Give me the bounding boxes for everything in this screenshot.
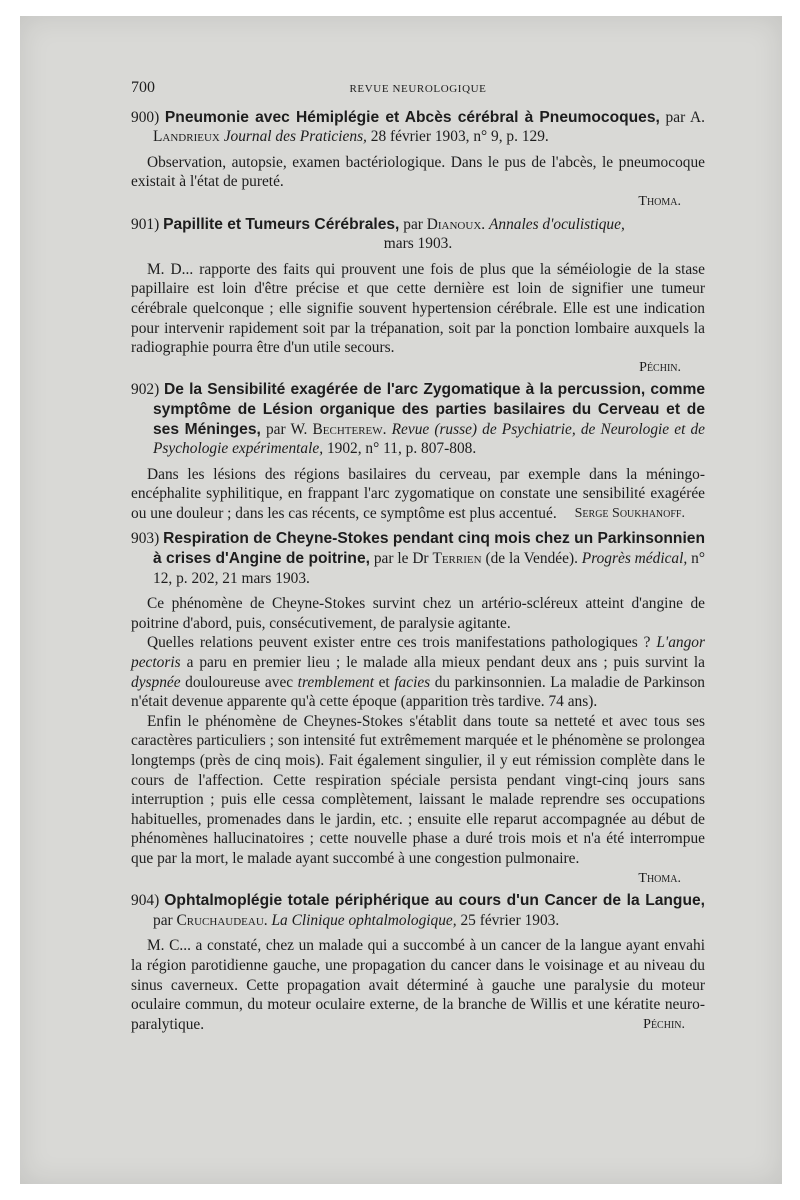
entry-heading: [131, 215, 705, 254]
entry-journal: Progrès médical,: [581, 550, 688, 568]
entry-reference: mars 1903.: [383, 235, 453, 253]
entry-by: par le Dr: [373, 550, 429, 568]
entry-body: [131, 633, 705, 711]
entry-title: Pneumonie avec Hémiplégie et Abcès cérébral à Pneumocoques,: [164, 108, 660, 126]
entry-heading: [131, 380, 705, 458]
body-text: du parkinsonnien. La maladie de Parkinson n'était devenue apparente qu'à cette époque (apparition très tardive. 74 ans).: [131, 673, 705, 711]
entry-reference: n° 12, p. 202, 21 mars 1903.: [153, 550, 705, 587]
entry-heading: [131, 891, 705, 930]
entry-reference: 25 février 1903.: [460, 911, 560, 929]
abstract-entry: [131, 215, 705, 378]
entry-body: Enfin le phénomène de Cheynes-Stokes s'établit dans toute sa netteté et avec tous ses caractères particuliers ; son intensité fut extrêmement marquée et le phénomène se prolongea longtemps (près de cinq mois). Fait également singulier, il y eut rémission complète dans le cours de l'affection. Cette respiration spéciale persista pendant vingt-cinq jours sans interruption ; puis elle cessa complètement, laissant le malade reprendre ses occupations habituelles, promenades dans le jardin, etc. ; ensuite elle reparut accompagnée au début de phénomènes hallucinatoires ; cette nouvelle phase a duré trois mois et n'a été interrompue que par la mort, le malade ayant succombé à une congestion pulmonaire.: [131, 712, 705, 867]
body-emphasis: L'angor pectoris: [131, 634, 705, 672]
entry-heading: [131, 108, 705, 147]
entry-signature: Péchin.: [639, 359, 681, 375]
body-text: a paru en premier lieu ; le malade alla mieux pendant deux ans ; puis survint la: [186, 654, 705, 672]
entry-title: Papillite et Tumeurs Cérébrales,: [163, 215, 400, 233]
page-content: [131, 78, 705, 1037]
entry-signature: Serge Soukhanoff.: [574, 505, 685, 521]
entry-body: M. D... rapporte des faits qui prouvent une fois de plus que la séméiologie de la stase papillaire est loin d'être précise et que cette dernière est loin de signifier une tumeur cérébrale quelconque ; elle signifie souvent hypertension cérébrale. Elle est une indication pour intervenir rapidement soit par la trépanation, soit par la ponction lombaire auxquels la radiographie pourra être d'un utile secours.: [131, 260, 705, 357]
abstract-entry: [131, 108, 705, 212]
abstract-entry: [131, 529, 705, 888]
body-text: douloureuse avec: [185, 673, 294, 691]
entry-number: 901): [131, 215, 160, 233]
entry-journal: Revue (russe) de Psychiatrie, de Neurologie et de Psychologie expérimentale,: [153, 420, 705, 458]
entry-author: Cruchaudeau.: [176, 911, 268, 929]
body-emphasis: tremblement: [297, 673, 375, 691]
entry-signature: Thoma.: [638, 193, 681, 209]
entry-by: par: [153, 911, 173, 929]
entry-location: (de la Vendée).: [485, 550, 578, 568]
body-emphasis: dyspnée: [131, 673, 181, 691]
entry-body: Observation, autopsie, examen bactériologique. Dans le pus de l'abcès, le pneumocoque existait à l'état de pureté.: [131, 153, 705, 191]
entry-heading: [131, 529, 705, 588]
entry-number: 900): [131, 108, 160, 126]
body-text: Quelles relations peuvent exister entre ces trois manifestations pathologiques ?: [147, 634, 651, 652]
body-text: et: [378, 673, 390, 691]
entry-body: Ce phénomène de Cheyne-Stokes survint chez un artério-scléreux atteint d'angine de poitrine d'abord, puis, consécutivement, de paralysie agitante.: [131, 595, 705, 632]
entry-title: Ophtalmoplégie totale périphérique au cours d'un Cancer de la Langue,: [164, 892, 705, 910]
entry-author: Dianoux.: [426, 215, 486, 233]
running-head: REVUE NEUROLOGIQUE: [349, 83, 487, 95]
body-emphasis: facies: [394, 673, 431, 691]
entry-number: 904): [131, 892, 160, 910]
entry-body: [131, 936, 705, 1034]
entry-reference: 1902, n° 11, p. 807-808.: [326, 440, 477, 458]
abstract-entry: [131, 891, 705, 1034]
page-number: 700: [131, 79, 155, 96]
entry-title: Respiration de Cheyne-Stokes pendant cinq mois chez un Parkinsonnien à crises d'Angine de poitrine,: [153, 530, 705, 568]
entry-by: par W.: [265, 420, 308, 438]
entry-author: Landrieux: [153, 128, 220, 146]
entry-title: De la Sensibilité exagérée de l'arc Zygomatique à la percussion, comme symptôme de Lésion organique des parties basilaires du Cerveau et de ses Méninges,: [153, 381, 705, 438]
entry-journal: Annales d'oculistique,: [488, 215, 625, 233]
entry-journal: La Clinique ophtalmologique,: [271, 911, 457, 929]
entry-signature: Thoma.: [638, 870, 681, 886]
abstract-entry: [131, 380, 705, 523]
entry-by: par: [403, 215, 423, 233]
entry-by: par A.: [665, 108, 705, 126]
entry-author: Terrien: [432, 550, 482, 568]
entry-body: [131, 465, 705, 524]
entry-number: 902): [131, 381, 160, 399]
page-header: [131, 78, 705, 100]
entry-number: 903): [131, 530, 160, 548]
entry-body-text: Dans les lésions des régions basilaires du cerveau, par exemple dans la méningo-encéphalite syphilitique, en frappant l'arc zygomatique on constate une sensibilité exagérée ou une douleur ; dans les cas récents, ce symptôme est plus accentué.: [131, 465, 705, 522]
entry-journal: Journal des Praticiens,: [223, 128, 367, 146]
entry-reference: 28 février 1903, n° 9, p. 129.: [370, 128, 549, 146]
entry-body-text: M. C... a constaté, chez un malade qui a succombé à un cancer de la langue ayant envahi la région parotidienne gauche, une propagation du cancer dans le voisinage et au niveau du sinus caverneux. Cette propagation avait déterminé à gauche une paralysie du moteur oculaire commun, du moteur oculaire externe, de la branche de Willis et une kératite neuro-paralytique.: [131, 937, 705, 1033]
entry-author: Bechterew.: [312, 420, 387, 438]
entry-signature: Péchin.: [643, 1016, 685, 1032]
